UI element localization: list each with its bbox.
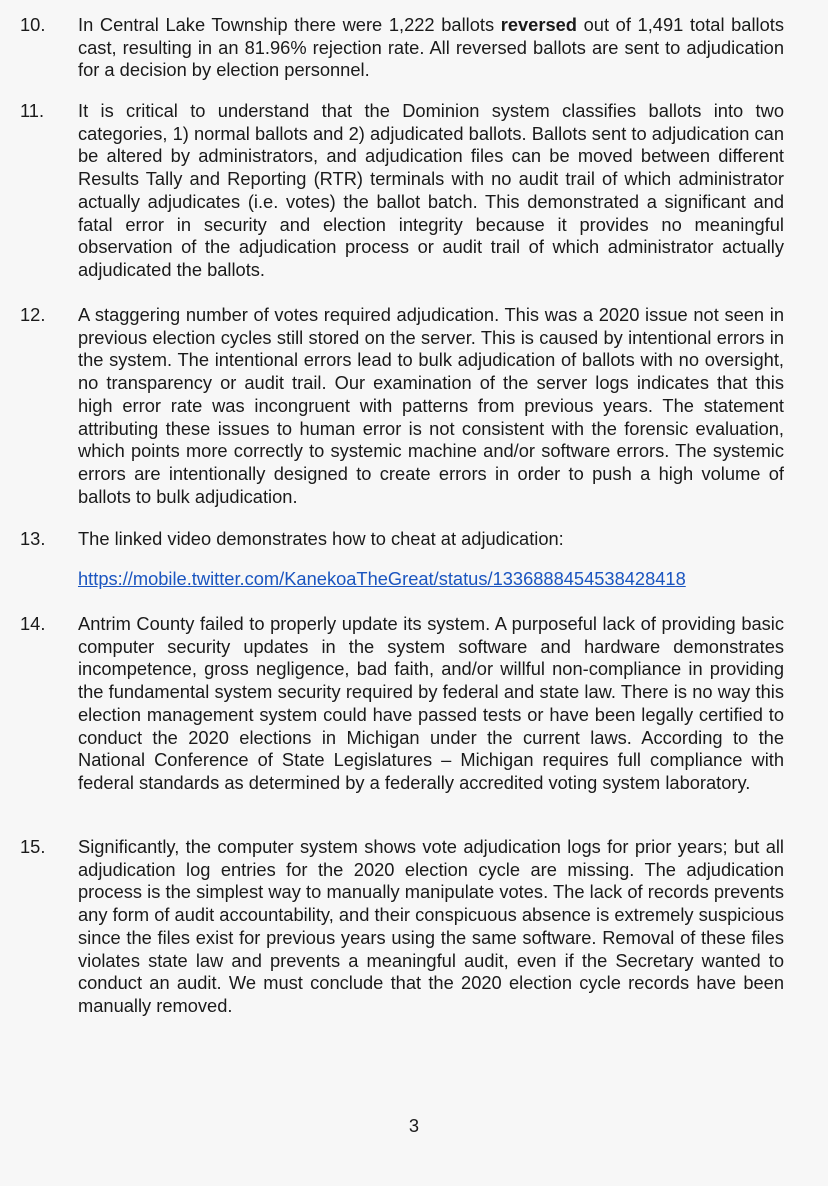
page-number: 3	[408, 1115, 420, 1136]
video-link[interactable]: https://mobile.twitter.com/KanekoaTheGreat/status/1336888454538428418	[78, 568, 686, 589]
paragraph-number: 13.	[20, 528, 46, 549]
paragraph-number: 14.	[20, 613, 46, 634]
paragraph-text: A staggering number of votes required adjudication. This was a 2020 issue not seen in previous election cycles still stored on the server. This is caused by intentional errors in the system. The intentional errors lead to bulk adjudication of ballots with no oversight, no transparency or audit trail. Our examination of the server logs indicates that this high error rate was incongruent with patterns from previous years. The statement attributing these issues to human error is not consistent with the forensic evaluation, which points more correctly to systemic machine and/or software errors. The systemic errors are intentionally designed to create errors in order to push a high volume of ballots to bulk adjudication.	[78, 304, 784, 507]
paragraph-number: 12.	[20, 304, 46, 325]
paragraph-text-end: out of 1,491 total ballots cast, resulting in an 81.96% rejection rate. All reversed ballots are sent to adjudication for a decision by election personnel.	[78, 14, 784, 81]
paragraph-number: 11.	[20, 100, 45, 121]
paragraph-number: 10.	[20, 14, 46, 35]
paragraph-text: The linked video demonstrates how to cheat at adjudication:	[78, 528, 564, 549]
paragraph-text: Significantly, the computer system shows vote adjudication logs for prior years; but all adjudication log entries for the 2020 election cycle are missing. The adjudication process is the simplest way to manually manipulate votes. The lack of records prevents any form of audit accountability, and their conspicuous absence is extremely suspicious since the files exist for previous years using the same software. Removal of these files violates state law and prevents a meaningful audit, even if the Secretary wanted to conduct an audit. We must conclude that the 2020 election cycle records have been manually removed.	[78, 836, 784, 1016]
paragraph-text: Antrim County failed to properly update its system. A purposeful lack of providing basic computer security updates in the system software and hardware demonstrates incompetence, gross negligence, bad faith, and/or willful non-compliance in providing the fundamental system security required by federal and state law. There is no way this election management system could have passed tests or have been legally certified to conduct the 2020 elections in Michigan under the current laws. According to the National Conference of State Legislatures – Michigan requires full compliance with federal standards as determined by a federally accredited voting system laboratory.	[78, 613, 784, 793]
paragraph-text: It is critical to understand that the Dominion system classifies ballots into two categories, 1) normal ballots and 2) adjudicated ballots. Ballots sent to adjudication can be altered by administrators, and adjudication files can be moved between different Results Tally and Reporting (RTR) terminals with no audit trail of which administrator actually adjudicates (i.e. votes) the ballot batch. This demonstrated a significant and fatal error in security and election integrity because it provides no meaningful observation of the adjudication process or audit trail of which administrator actually adjudicated the ballots.	[78, 100, 784, 280]
paragraph-number: 15.	[20, 836, 46, 857]
paragraph-text-start: In Central Lake Township there were 1,222 ballots	[78, 14, 501, 35]
paragraph-text	[78, 14, 784, 82]
bold-word: reversed	[500, 14, 577, 35]
